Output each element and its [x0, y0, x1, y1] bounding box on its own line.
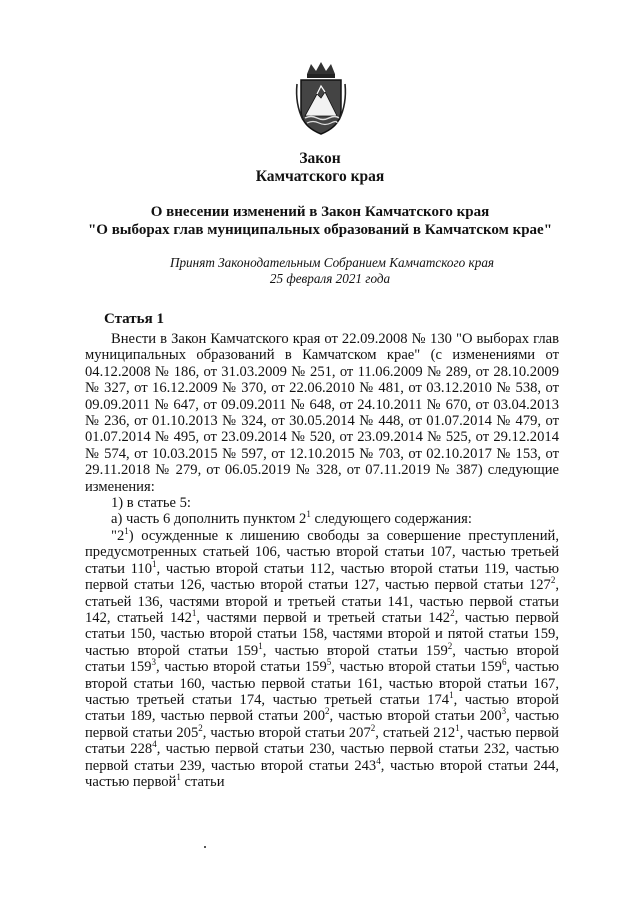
article-heading: Статья 1	[104, 311, 164, 327]
page-speck	[204, 846, 206, 848]
quoted-clause-text: , частью второй статьи 244, частью первой	[85, 757, 559, 790]
quoted-clause-text: , частью второй статьи 159	[331, 659, 502, 676]
quoted-clause-text: , частью второй статьи 112, частью второй статьи 119, частью первой статьи 126, частью второй статьи 127, частью первой статьи 127	[85, 560, 559, 594]
quoted-clause-text: , частью первой статьи 205	[85, 708, 559, 741]
quoted-clause-text: , частью первой статьи 150, частью второй статьи 158, частями второй и пятой статьи 159, частью второй статьи 159	[85, 609, 559, 659]
article-number-superscript: 4	[376, 755, 381, 766]
article-number-superscript: 6	[501, 657, 507, 668]
item-a-paragraph	[85, 511, 559, 527]
article-number-superscript: 2	[325, 706, 330, 717]
article-number-superscript: 1	[449, 690, 454, 701]
quoted-clause-text: , частями первой и третьей статьи 142	[196, 609, 451, 626]
law-title: Закон	[299, 150, 341, 167]
quoted-clause-text: , частью второй статьи 207	[202, 724, 371, 741]
quoted-clause-text: статьи	[180, 773, 225, 790]
article-number-superscript: 4	[152, 739, 157, 750]
article-number-superscript: 2	[370, 722, 376, 733]
law-region: Камчатского края	[255, 168, 385, 185]
quoted-clause-text: , статьей 136, частями второй и третьей статьи 141, частью первой статьи 142, статьей 142	[85, 577, 559, 626]
quoted-clause-text: ) осужденные к лишению свободы за совершение преступлений, предусмотренных статьей 106, частью второй статьи 107, частью третьей статьи 110	[85, 527, 559, 577]
adopted-by: Принят Законодательным Собранием Камчатского края	[169, 255, 495, 270]
item-a-text-end: следующего содержания:	[310, 511, 472, 528]
article-number-superscript: 3	[501, 706, 507, 717]
quoted-clause-text: , частью второй статьи 159	[85, 642, 559, 676]
law-subtitle-line1: О внесении изменений в Закон Камчатского края	[150, 204, 490, 220]
quoted-clause-text: , частью первой статьи 228	[85, 724, 559, 758]
kamchatka-coat-of-arms-icon	[293, 60, 349, 138]
article-number-superscript: 1	[152, 558, 157, 569]
article-number-superscript: 2	[550, 575, 556, 586]
article-number-superscript: 1	[124, 526, 129, 537]
article-number-superscript: 3	[151, 657, 157, 668]
quoted-clause-text: , частью второй статьи 189, частью первой статьи 200	[85, 691, 559, 725]
quoted-clause-text: , частью второй статьи 200	[329, 708, 502, 725]
quoted-clause-text: "2	[111, 527, 125, 544]
article-number-superscript: 2	[450, 608, 455, 619]
law-subtitle-line2: "О выборах глав муниципальных образований в Камчатском крае"	[87, 222, 553, 238]
item-a-superscript: 1	[306, 509, 311, 520]
quoted-clause-text: , частью первой статьи 230, частью первой статьи 232, частью первой статьи 239, частью второй статьи 243	[85, 741, 560, 774]
article-number-superscript: 2	[447, 640, 453, 651]
quoted-clause-text: , статьей 212	[375, 724, 456, 741]
article-number-superscript: 1	[191, 608, 197, 619]
article-intro-paragraph: Внести в Закон Камчатского края от 22.09.2008 № 130 "О выборах глав муниципальных образований в Камчатском крае" (с изменениями от 04.12.2008 № 186, от 31.03.2009 № 251, от 11.06.2009 № 289, от 28.10.2009 № 327, от 16.12.2009 № 370, от 22.06.2010 № 481, от 03.12.2010 № 538, от 09.09.2011 № 647, от 09.09.2011 № 648, от 24.10.2011 № 670, от 03.04.2013 № 236, от 01.10.2013 № 324, от 30.05.2014 № 448, от 01.07.2014 № 479, от 01.07.2014 № 495, от 23.09.2014 № 520, от 23.09.2014 № 525, от 29.12.2014 № 574, от 10.03.2015 № 597, от 12.10.2015 № 703, от 02.10.2017 № 153, от 29.11.2018 № 279, от 06.05.2019 № 328, от 07.11.2019 № 387) следующие изменения:	[85, 331, 559, 495]
quoted-clause-paragraph	[85, 528, 559, 791]
item-1-paragraph: 1) в статье 5:	[111, 495, 191, 512]
item-a-text: а) часть 6 дополнить пунктом 2	[111, 511, 307, 528]
quoted-clause-text: , частью второй статьи 160, частью первой статьи 161, частью второй статьи 167, частью третьей статьи 174, частью третьей статьи 174	[85, 659, 560, 708]
article-body	[85, 331, 559, 790]
article-number-superscript: 5	[326, 657, 332, 668]
article-number-superscript: 1	[176, 772, 181, 783]
article-number-superscript: 2	[198, 722, 203, 733]
quoted-clause-text: , частью второй статьи 159	[156, 659, 327, 676]
adopted-date: 25 февраля 2021 года	[269, 271, 391, 286]
article-number-superscript: 1	[455, 722, 460, 733]
quoted-clause-text: , частью второй статьи 159	[262, 642, 448, 659]
article-number-superscript: 1	[258, 640, 263, 651]
